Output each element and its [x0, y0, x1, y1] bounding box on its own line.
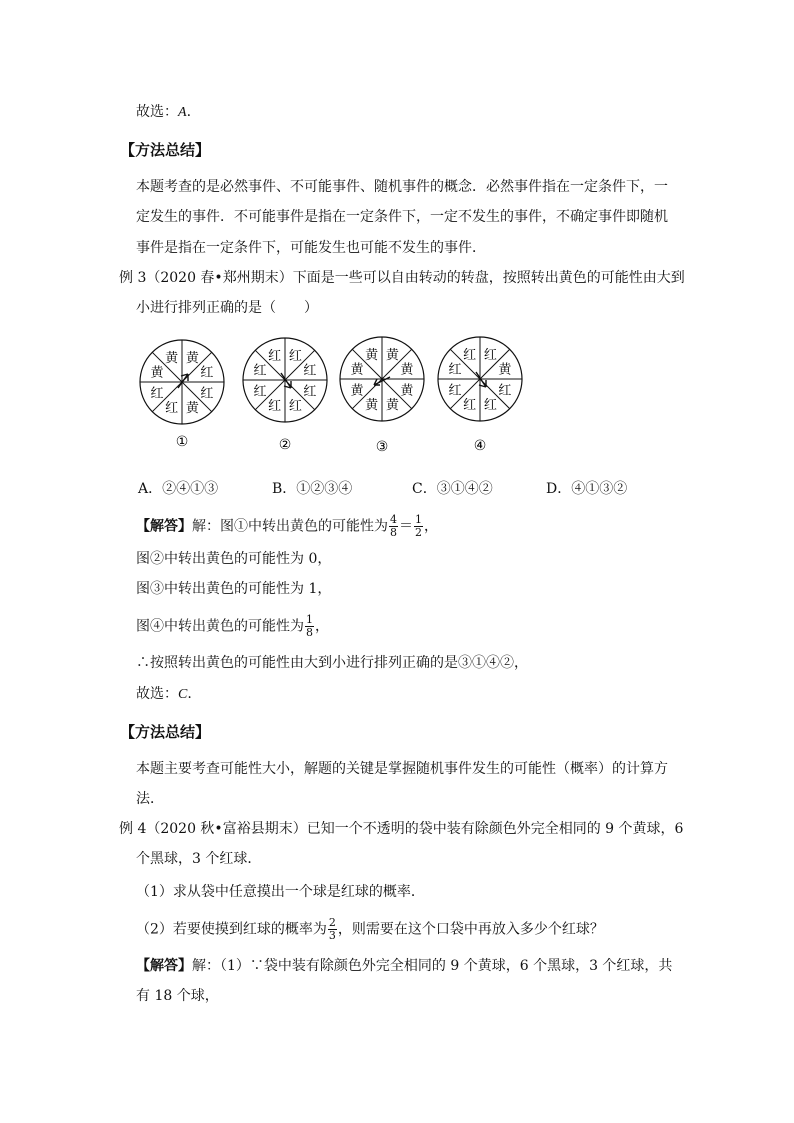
summary1-line-1: 本题考查的是必然事件、不可能事件、随机事件的概念．必然事件指在一定条件下，一 — [136, 179, 668, 195]
sector-label: 红 — [463, 397, 477, 413]
sector-label: 黄 — [150, 365, 164, 381]
sector-label: 红 — [288, 349, 302, 365]
sector-label: 红 — [200, 365, 214, 381]
answer3-line-4: 图④中转出黄色的可能性为 $\frac{1}{8}$ ， — [136, 613, 329, 639]
sector-label: 黄 — [385, 348, 399, 364]
example4-line-1: 例 4（2020 秋•富裕县期末）已知一个不透明的袋中装有除颜色外完全相同的 9 个黄球，6 — [119, 821, 684, 837]
example4-question-1: （1）求从袋中任意摸出一个球是红球的概率． — [136, 884, 425, 900]
spinner-label: ① — [175, 434, 189, 450]
spinner-2 — [243, 338, 327, 453]
sector-label: 红 — [253, 363, 267, 379]
summary1-line-3: 事件是指在一定条件下，可能发生也可能不发生的事件． — [136, 240, 486, 256]
option-b: B．①②③④ — [272, 481, 353, 497]
answer3-line-2: 图②中转出黄色的可能性为 0， — [136, 551, 332, 567]
sector-label: 红 — [483, 397, 497, 413]
fraction-4-8: $\frac{4}{8}$ — [390, 513, 397, 539]
sector-label: 黄 — [350, 362, 364, 378]
example4-question-2: （2）若要使摸到红球的概率为 $\frac{2}{3}$ ，则需要在这个口袋中再放入多少个红球？ — [136, 916, 604, 942]
summary1-line-2: 定发生的事件．不可能事件是指在一定条件下，一定不发生的事件，不确定事件即随机 — [136, 209, 668, 225]
sector-label: 黄 — [365, 348, 379, 364]
sector-label: 黄 — [400, 383, 414, 399]
answer-line-2: 故选：C. — [136, 686, 192, 702]
spinner-4 — [438, 337, 522, 454]
sector-label: 黄 — [165, 351, 179, 367]
spinner-label: ④ — [473, 438, 487, 454]
sector-label: 红 — [463, 348, 477, 364]
sector-label: 红 — [483, 348, 497, 364]
summary2-line-2: 法． — [136, 791, 164, 807]
spinner-figures — [0, 0, 794, 470]
sector-label: 黄 — [185, 400, 199, 416]
fraction-1-2: $\frac{1}{2}$ — [415, 513, 422, 539]
summary2-line-1: 本题主要考查可能性大小，解题的关键是掌握随机事件发生的可能性（概率）的计算方 — [136, 761, 668, 777]
sector-label: 黄 — [400, 362, 414, 378]
sector-label: 黄 — [350, 383, 364, 399]
sector-label: 红 — [498, 383, 512, 399]
sector-label: 红 — [200, 386, 214, 402]
sector-label: 黄 — [185, 351, 199, 367]
sector-label: 红 — [268, 349, 282, 365]
option-d: D．④①③② — [546, 481, 628, 497]
answer4-line-2: 有 18 个球， — [136, 988, 219, 1004]
sector-label: 红 — [253, 384, 267, 400]
sector-label: 红 — [150, 386, 164, 402]
sector-label: 黄 — [365, 397, 379, 413]
fraction-1-8: $\frac{1}{8}$ — [306, 613, 313, 639]
sector-label: 红 — [303, 384, 317, 400]
answer-line-1: 故选：A. — [136, 104, 192, 120]
sector-label: 红 — [448, 362, 462, 378]
summary-title-1: 【方法总结】 — [120, 141, 211, 159]
sector-label: 红 — [165, 400, 179, 416]
sector-label: 红 — [448, 383, 462, 399]
option-a: A．②④①③ — [138, 481, 219, 497]
summary-title-2: 【方法总结】 — [120, 723, 211, 741]
spinner-1 — [140, 340, 224, 450]
fraction-2-3: $\frac{2}{3}$ — [328, 916, 336, 942]
sector-label: 红 — [303, 363, 317, 379]
example3-line-2: 小进行排列正确的是（ ） — [136, 300, 318, 316]
answer3-line-1: 【解答】解：图①中转出黄色的可能性为 $\frac{4}{8}$ ＝ $\frac{1}{2}$ ， — [136, 513, 438, 539]
sector-label: 红 — [288, 398, 302, 414]
spinner-3 — [340, 337, 424, 455]
sector-label: 黄 — [385, 397, 399, 413]
spinner-label: ③ — [375, 439, 389, 455]
answer3-line-5: ∴按照转出黄色的可能性由大到小进行排列正确的是③①④②， — [136, 655, 528, 671]
example3-line-1: 例 3（2020 春•郑州期末）下面是一些可以自由转动的转盘，按照转出黄色的可能性由大到 — [119, 270, 685, 286]
example4-line-2: 个黑球，3 个红球． — [136, 851, 262, 867]
sector-label: 红 — [268, 398, 282, 414]
answer4-line-1: 【解答】解：（1）∵袋中装有除颜色外完全相同的 9 个黄球，6 个黑球，3 个红球，共 — [136, 958, 673, 974]
option-c: C．③①④② — [412, 481, 493, 497]
spinner-label: ② — [278, 437, 292, 453]
sector-label: 黄 — [498, 362, 512, 378]
answer3-line-3: 图③中转出黄色的可能性为 1， — [136, 581, 332, 597]
